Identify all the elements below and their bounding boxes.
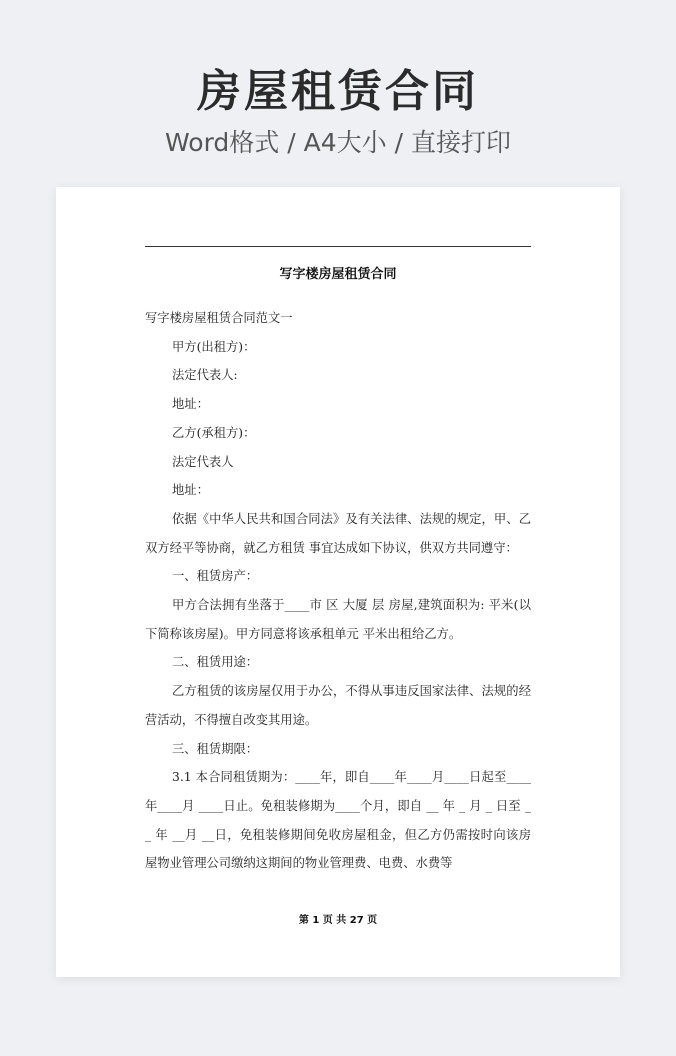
page-number: 第 1 页 共 27 页: [298, 915, 378, 926]
paragraph: 三、租赁期限：: [172, 741, 259, 756]
paragraph: 二、租赁用途：: [172, 655, 259, 670]
paragraph: 法定代表人: [172, 454, 234, 469]
paragraph: 一、租赁房产：: [172, 569, 259, 584]
paragraph: 甲方(出租方)：: [172, 339, 256, 354]
document-body: [145, 304, 531, 878]
document-page: [56, 187, 620, 977]
paragraph: 地址：: [172, 397, 209, 412]
paragraph: 依据《中华人民共和国合同法》及有关法律、法规的规定，甲、乙双方经平等协商，就乙方租赁 事宜达成如下协议，供双方共同遵守：: [145, 511, 531, 555]
paragraph: 3.1 本合同租赁期为：____年，即自____年____月____日起至____年____月 ____日止。免租装修期为____个月，即自 __ 年 _ 月 _ 日至 __ 年 __月 __日，免租装修期间免收房屋租金，但乙方仍需按时向该房屋物业管理公司缴纳这期间的物业管理费、电费、水费等: [145, 770, 531, 871]
paragraph: 甲方合法拥有坐落于____市 区 大厦 层 房屋,建筑面积为: 平米(以下简称该房屋)。甲方同意将该承租单元 平米出租给乙方。: [145, 598, 531, 641]
promo-header: [0, 62, 676, 160]
promo-title: 房屋租赁合同: [197, 66, 479, 117]
paragraph: 写字楼房屋租赁合同范文一: [145, 311, 293, 325]
document-title: 写字楼房屋租赁合同: [279, 267, 397, 282]
header-rule: [145, 246, 531, 247]
promo-subtitle: Word格式 / A4大小 / 直接打印: [165, 128, 511, 157]
paragraph: 法定代表人:: [172, 368, 238, 383]
paragraph: 地址：: [172, 483, 209, 498]
paragraph: 乙方(承租方)：: [172, 425, 256, 440]
paragraph: 乙方租赁的该房屋仅用于办公，不得从事违反国家法律、法规的经营活动，不得擅自改变其用途。: [145, 684, 531, 727]
